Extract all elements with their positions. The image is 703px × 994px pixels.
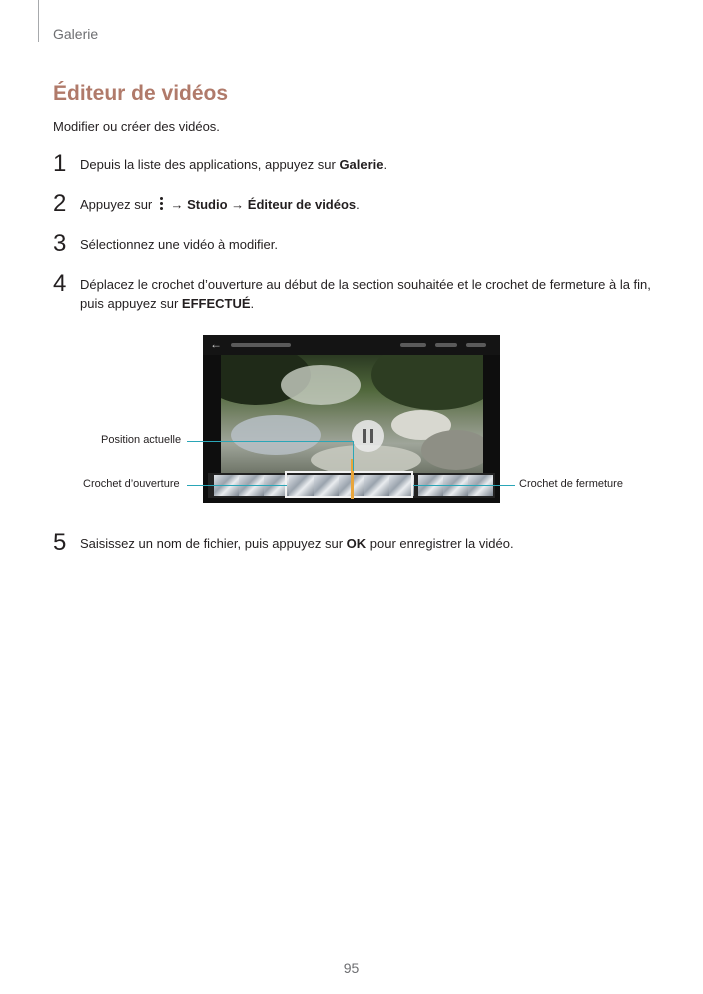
step-text: Déplacez le crochet d’ouverture au début de la section souhaitée et le crochet de fermeture à la fin, puis appuyez sur EFFECTUÉ.: [80, 277, 651, 311]
app-name: Galerie: [339, 157, 384, 172]
callout-end-bracket: Crochet de fermeture: [519, 478, 623, 490]
step-number: 5: [53, 529, 67, 556]
step-number: 3: [53, 230, 67, 257]
callout-line: [187, 441, 353, 442]
screenshot-action-placeholder: [466, 343, 486, 347]
video-editor-screenshot: [203, 335, 500, 503]
callout-start-bracket: Crochet d’ouverture: [83, 478, 180, 490]
screenshot-action-placeholder: [435, 343, 457, 347]
pause-icon: [352, 420, 384, 452]
step-text: Depuis la liste des applications, appuyez sur Galerie.: [80, 157, 388, 172]
step-text: Sélectionnez une vidéo à modifier.: [80, 237, 279, 252]
back-arrow-icon: ←: [210, 337, 222, 351]
kebab-menu-icon: [159, 196, 164, 212]
trim-selection: [285, 471, 413, 498]
screenshot-toolbar: [203, 335, 500, 355]
screenshot-action-placeholder: [400, 343, 426, 347]
callout-line: [413, 485, 515, 486]
step-number: 1: [53, 150, 67, 177]
step-text: Saisissez un nom de fichier, puis appuyez sur OK pour enregistrer la vidéo.: [80, 536, 514, 551]
step-number: 2: [53, 190, 67, 217]
callout-current-position: Position actuelle: [101, 434, 182, 446]
intro-text: Modifier ou créer des vidéos.: [53, 119, 220, 134]
page-number: 95: [343, 960, 360, 976]
video-preview: [221, 355, 483, 473]
page-title: Éditeur de vidéos: [53, 82, 229, 105]
section-header: Galerie: [53, 26, 99, 42]
callout-line: [353, 441, 354, 471]
step-number: 4: [53, 270, 67, 297]
screenshot-title-placeholder: [231, 343, 291, 347]
header-rule: [38, 0, 39, 42]
step-text: Appuyez sur → Studio → Éditeur de vidéos.: [80, 197, 360, 212]
callout-line: [187, 485, 287, 486]
